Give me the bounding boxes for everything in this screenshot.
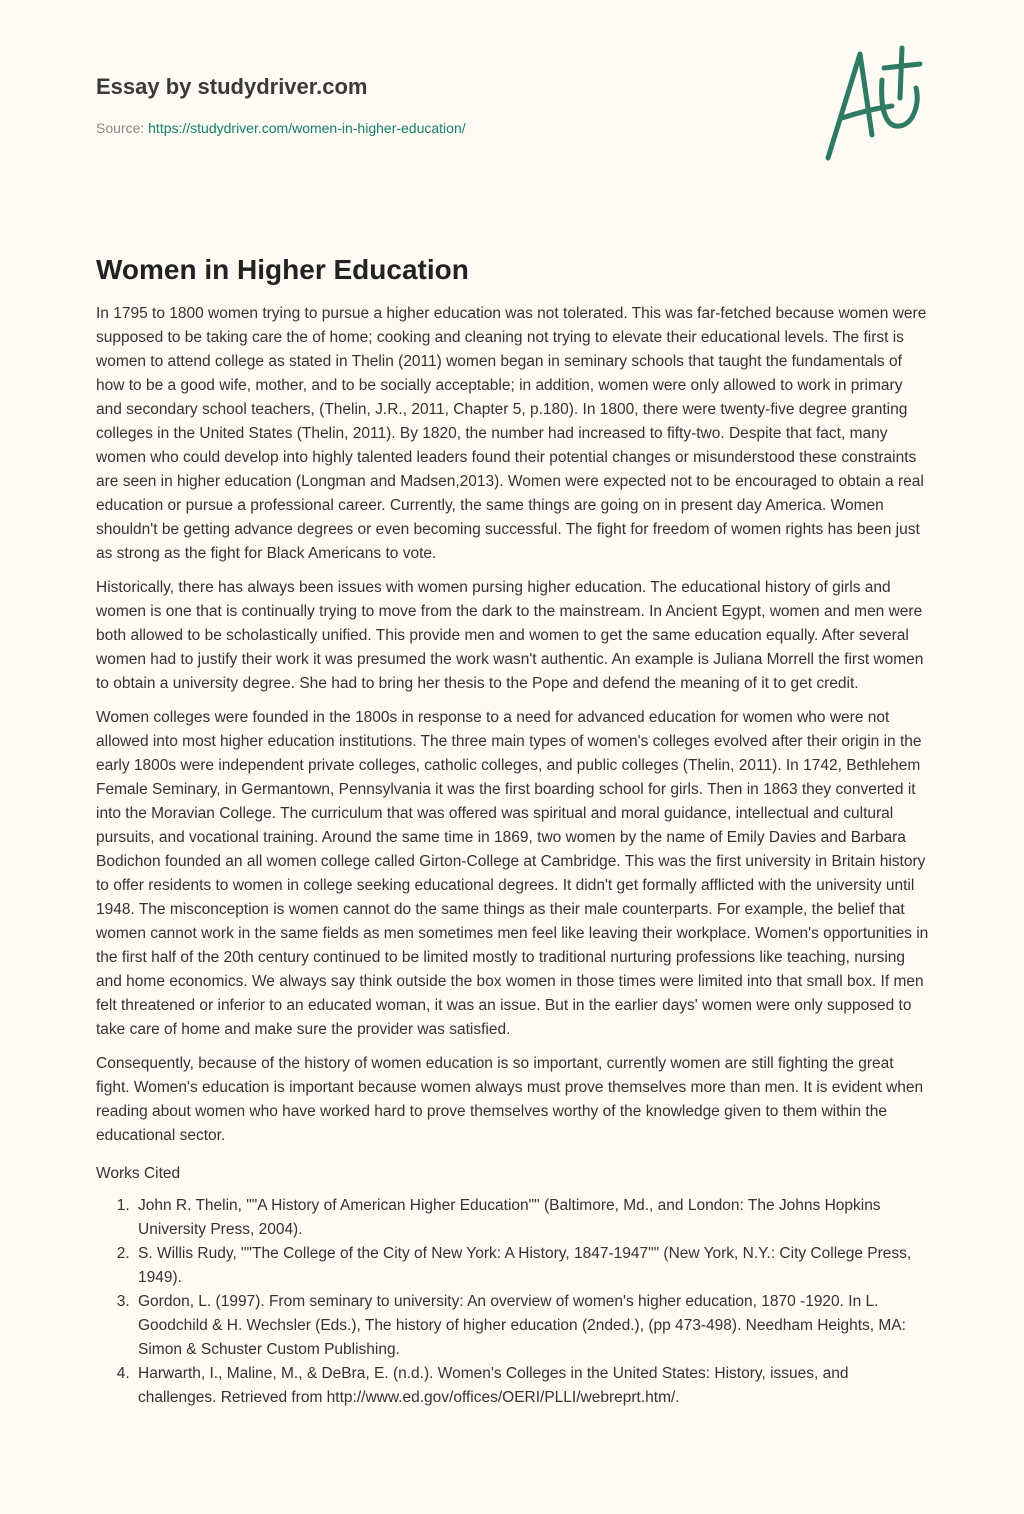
essay-title: Women in Higher Education (96, 254, 469, 285)
paragraph: Historically, there has always been issues with women pursing higher education. The educational history of girls and women is one that is continually trying to move from the dark to the mainstream. In Ancient Egypt, women and men were both allowed to be scholastically unified. This provide men and women to get the same education equally. After several women had to justify their work it was presumed the work wasn't authentic. An example is Juliana Morrell the first women to obtain a university degree. She had to bring her thesis to the Pope and defend the meaning of it to get credit. (96, 579, 924, 692)
paragraph: In 1795 to 1800 women trying to pursue a higher education was not tolerated. This was far-fetched because women were supposed to be taking care the of home; cooking and cleaning not trying to elevate their educational levels. The first is women to attend college as stated in Thelin (2011) women began in seminary schools that taught the fundamentals of how to be a good wife, mother, and to be socially acceptable; in addition, women were only allowed to work in primary and secondary school teachers, (Thelin, J.R., 2011, Chapter 5, p.180). In 1800, there were twenty-five degree granting colleges in the United States (Thelin, 2011). By 1820, the number had increased to fifty-two. Despite that fact, many women who could develop into highly talented leaders found their potential changes or misunderstood these constraints are seen in higher education (Longman and Madsen,2013). Women were expected not to be encouraged to obtain a real education or pursue a professional career. Currently, the same things are going on in present day America. Women shouldn't be getting advance degrees or even becoming successful. The fight for freedom of women rights has been just as strong as the fight for Black Americans to vote. (96, 305, 927, 562)
works-cited-heading: Works Cited (96, 1165, 181, 1182)
works-cited-list (96, 1194, 930, 1410)
citation: 3. Gordon, L. (1997). From seminary to university: An overview of women's higher education, 1870 -1920. In L. Goodchild & H. Wechsler (Eds.), The history of higher education (2nded.), (pp 473-498). Needham Heights, MA: Simon & Schuster Custom Publishing. (134, 1290, 930, 1362)
essay-body (96, 254, 930, 1410)
citation: 1. John R. Thelin, ""A History of American Higher Education"" (Baltimore, Md., and London: The Johns Hopkins University Press, 2004). (134, 1194, 930, 1242)
header (96, 74, 466, 136)
citation: 2. S. Willis Rudy, ""The College of the City of New York: A History, 1847-1947"" (New York, N.Y.: City College Press, 1949). (134, 1242, 930, 1290)
source-label: Source: (96, 120, 149, 136)
a-plus-logo-icon (820, 40, 930, 165)
paragraph: Consequently, because of the history of women education is so important, currently women are still fighting the great fight. Women's education is important because women always must prove themselves more than men. It is evident when reading about women who have worked hard to prove themselves worthy of the knowledge given to them within the educational sector. (96, 1055, 924, 1144)
citation: 4. Harwarth, I., Maline, M., & DeBra, E. (n.d.). Women's Colleges in the United States: History, issues, and challenges. Retrieved from http://www.ed.gov/offices/OERI/PLLI/webreprt.htm/. (134, 1362, 930, 1410)
paragraph: Women colleges were founded in the 1800s in response to a need for advanced education for women who were not allowed into most higher education institutions. The three main types of women's colleges evolved after their origin in the early 1800s were independent private colleges, catholic colleges, and public colleges (Thelin, 2011). In 1742, Bethlehem Female Seminary, in Germantown, Pennsylvania it was the first boarding school for girls. Then in 1863 they converted it into the Moravian College. The curriculum that was offered was spiritual and moral guidance, intellectual and cultural pursuits, and vocational training. Around the same time in 1869, two women by the name of Emily Davies and Barbara Bodichon founded an all women college called Girton-College at Cambridge. This was the first university in Britain history to offer residents to women in college seeking educational degrees. It didn't get formally afflicted with the university until 1948. The misconception is women cannot do the same things as their male counterparts. For example, the belief that women cannot work in the same fields as men sometimes men feel like leaving their workplace. Women's opportunities in the first half of the 20th century continued to be limited mostly to traditional nurturing professions like teaching, nursing and home economics. We always say think outside the box women in those times were limited into that small box. If men felt threatened or inferior to an educated woman, it was an issue. But in the earlier days' women were only supposed to take care of home and make sure the provider was satisfied. (96, 709, 929, 1038)
source-link[interactable]: https://studydriver.com/women-in-higher-education/ (148, 120, 466, 136)
site-title: Essay by studydriver.com (96, 74, 368, 99)
source-line (96, 120, 466, 136)
